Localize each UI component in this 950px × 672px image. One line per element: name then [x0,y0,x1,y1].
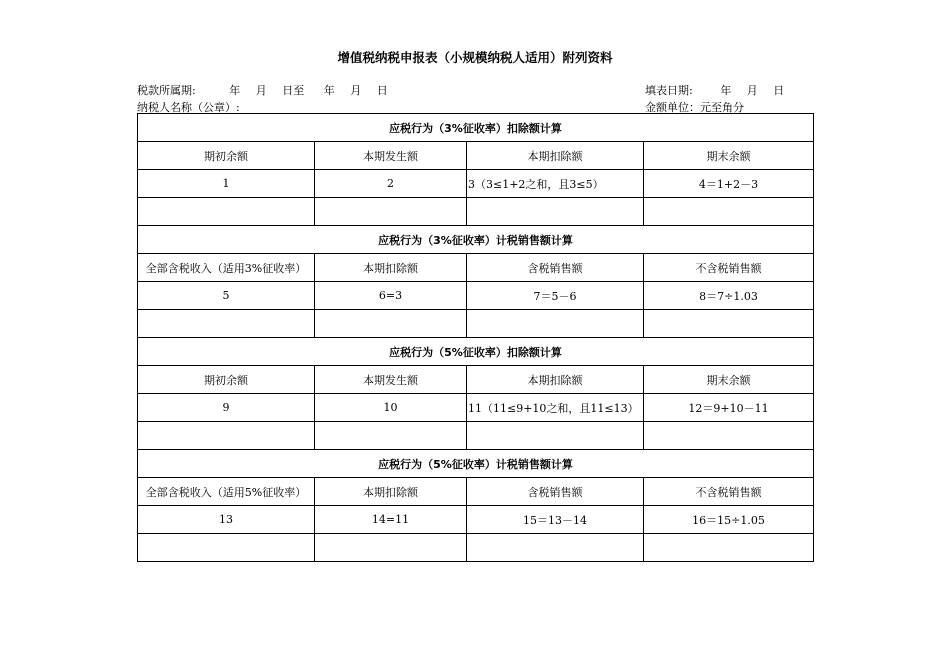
section-heading: 应税行为（5%征收率）计税销售额计算 [138,450,814,478]
fill-date-label: 填表日期: [645,84,693,97]
column-header: 期初余额 [138,366,315,394]
value-cell[interactable] [315,198,467,226]
column-header: 本期发生额 [315,142,467,170]
value-cell[interactable] [644,198,814,226]
value-cell[interactable] [138,534,315,562]
attachment-table [137,113,814,562]
column-header-row [138,366,814,394]
fill-date-month: 月 [746,84,758,97]
column-header: 期初余额 [138,142,315,170]
value-cell[interactable] [644,310,814,338]
line-code-row [138,394,814,422]
value-row [138,534,814,562]
value-row [138,310,814,338]
section-heading-row [138,114,814,142]
amount-unit-label: 金额单位：元至角分 [645,101,744,114]
section-heading-row [138,226,814,254]
column-header: 本期扣除额 [315,254,467,282]
line-code-row [138,170,814,198]
section-heading: 应税行为（5%征收率）扣除额计算 [138,338,814,366]
line-code: 10 [315,394,467,422]
line-code: 14=11 [315,506,467,534]
period-start-month: 月 [255,84,267,97]
line-code: 9 [138,394,315,422]
column-header: 不含税销售额 [644,254,814,282]
period-start-year: 年 [229,84,241,97]
value-row [138,422,814,450]
line-code: 6=3 [315,282,467,310]
fill-date-line [645,82,784,98]
value-cell[interactable] [467,422,644,450]
column-header: 本期扣除额 [467,142,644,170]
line-code: 13 [138,506,315,534]
value-cell[interactable] [315,534,467,562]
period-end-month: 月 [350,84,362,97]
tax-period-line [137,82,388,98]
line-code: 15＝13－14 [467,506,644,534]
line-code: 5 [138,282,315,310]
column-header-row [138,142,814,170]
section-heading: 应税行为（3%征收率）计税销售额计算 [138,226,814,254]
section-heading: 应税行为（3%征收率）扣除额计算 [138,114,814,142]
column-header: 含税销售额 [467,254,644,282]
fill-date-year: 年 [720,84,732,97]
line-code: 3（3≤1+2之和，且3≤5） [467,170,644,198]
value-cell[interactable] [644,534,814,562]
column-header-row [138,254,814,282]
column-header: 本期扣除额 [467,366,644,394]
form-title: 增值税纳税申报表（小规模纳税人适用）附列资料 [337,50,613,65]
fill-date-day: 日 [773,84,785,97]
section-heading-row [138,338,814,366]
line-code: 8＝7÷1.03 [644,282,814,310]
value-cell[interactable] [138,310,315,338]
value-cell[interactable] [467,534,644,562]
column-header: 含税销售额 [467,478,644,506]
column-header: 全部含税收入（适用3%征收率） [138,254,315,282]
tax-period-label: 税款所属期: [137,84,196,97]
value-cell[interactable] [467,198,644,226]
period-start-day: 日至 [282,84,305,97]
column-header: 本期发生额 [315,366,467,394]
value-cell[interactable] [467,310,644,338]
period-end-year: 年 [323,84,335,97]
line-code: 7＝5－6 [467,282,644,310]
line-code: 2 [315,170,467,198]
section-heading-row [138,450,814,478]
value-cell[interactable] [644,422,814,450]
column-header: 期末余额 [644,142,814,170]
value-cell[interactable] [315,310,467,338]
line-code: 1 [138,170,315,198]
value-row [138,198,814,226]
period-end-day: 日 [376,84,388,97]
line-code-row [138,506,814,534]
column-header: 全部含税收入（适用5%征收率） [138,478,315,506]
column-header-row [138,478,814,506]
column-header: 不含税销售额 [644,478,814,506]
value-cell[interactable] [315,422,467,450]
line-code: 4＝1+2－3 [644,170,814,198]
line-code-row [138,282,814,310]
line-code: 11（11≤9+10之和，且11≤13） [467,394,644,422]
value-cell[interactable] [138,198,315,226]
line-code: 16＝15÷1.05 [644,506,814,534]
column-header: 期末余额 [644,366,814,394]
line-code: 12＝9+10－11 [644,394,814,422]
column-header: 本期扣除额 [315,478,467,506]
value-cell[interactable] [138,422,315,450]
taxpayer-name-label: 纳税人名称（公章）: [137,101,240,114]
